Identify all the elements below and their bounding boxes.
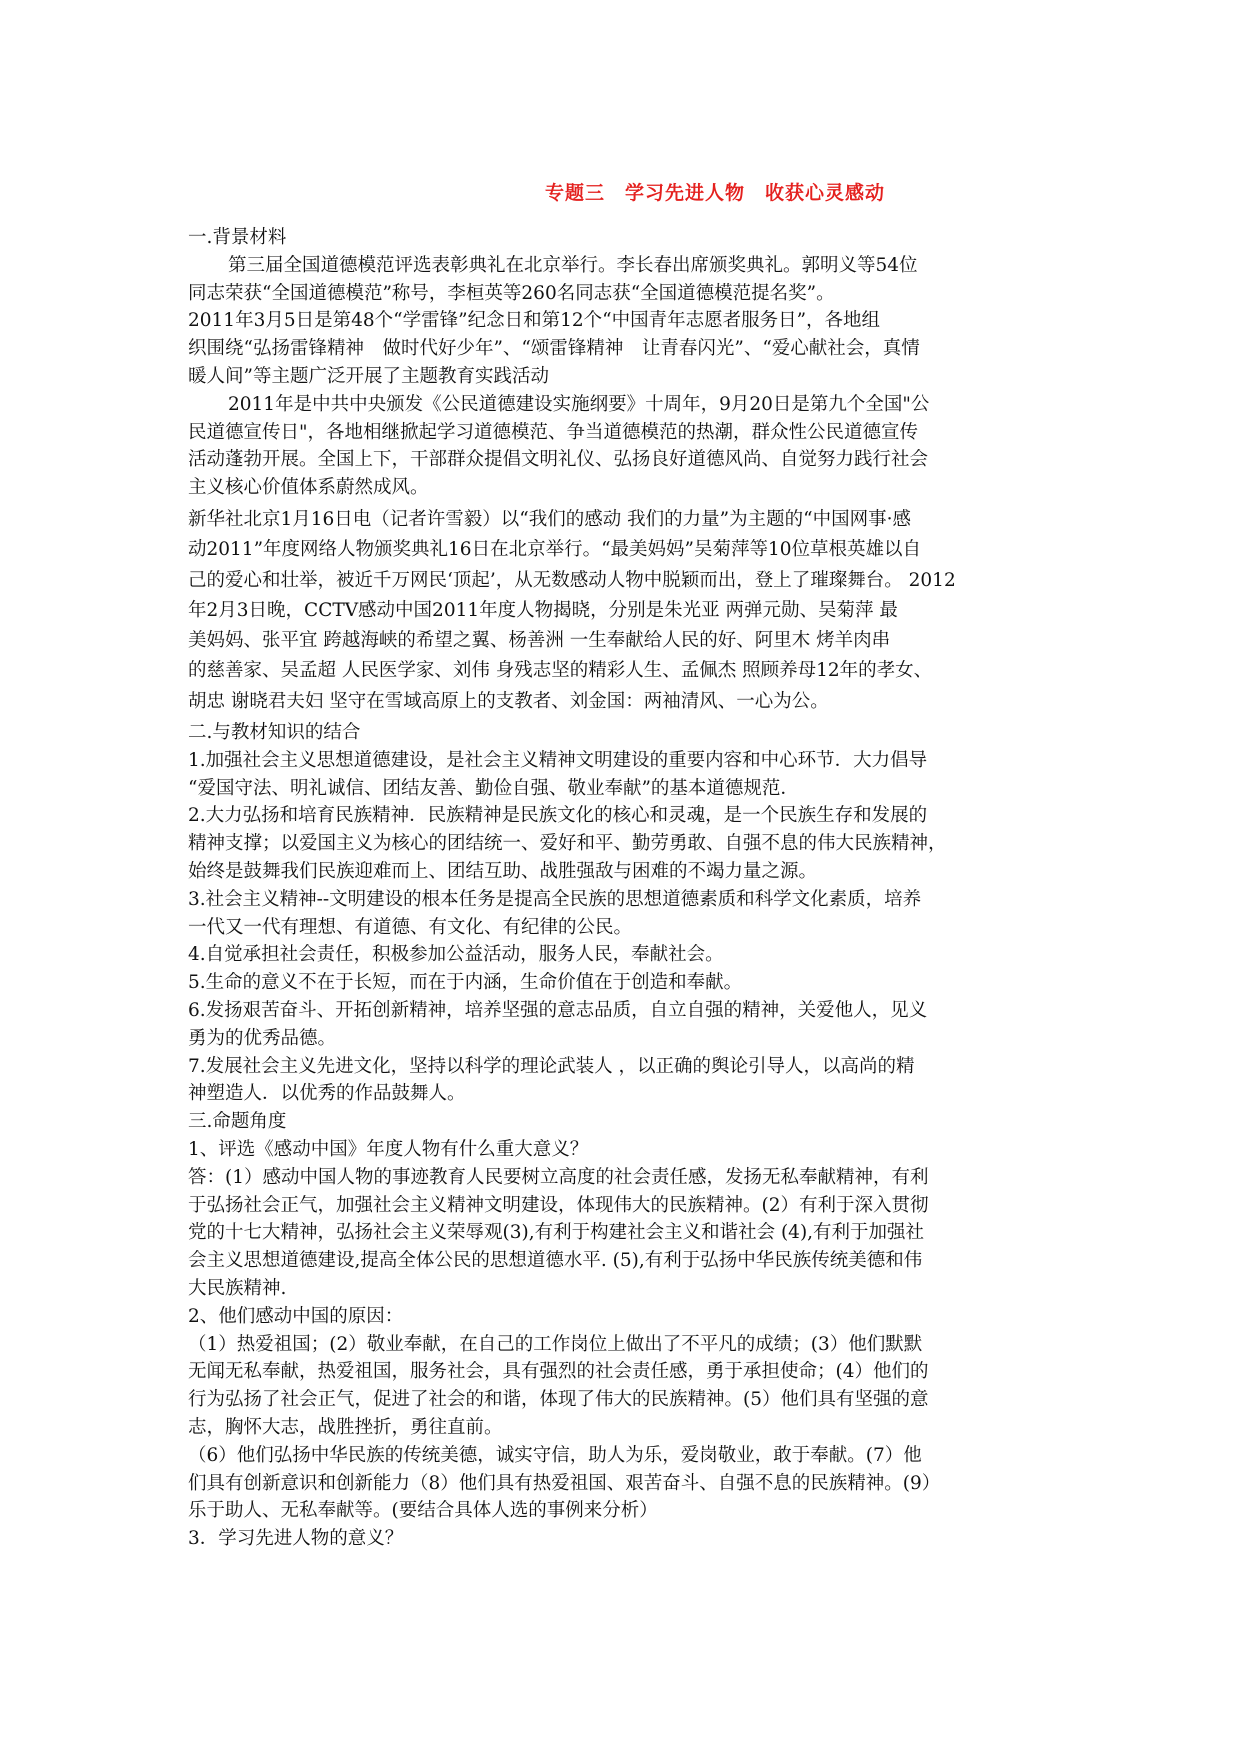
text-line: 3.社会主义精神--文明建设的根本任务是提高全民族的思想道德素质和科学文化素质，培养	[188, 888, 922, 910]
document-body	[188, 224, 1068, 1553]
text-line: 同志荣获“全国道德模范”称号，李桓英等260名同志获“全国道德模范提名奖”。	[188, 282, 835, 304]
section-heading-textbook: 二.与教材知识的结合	[188, 722, 361, 744]
text-line: 行为弘扬了社会正气，促进了社会的和谐，体现了伟大的民族精神。(5）他们具有坚强的意	[188, 1389, 929, 1411]
text-line: 民道德宣传日"，各地相继掀起学习道德模范、争当道德模范的热潮，群众性公民道德宣传	[188, 421, 919, 443]
text-line: 暖人间”等主题广泛开展了主题教育实践活动	[188, 365, 549, 387]
text-line: 活动蓬勃开展。全国上下，干部群众提倡文明礼仪、弘扬良好道德风尚、自觉努力践行社会	[188, 449, 929, 471]
text-line: 精神支撑；以爱国主义为核心的团结统一、爱好和平、勤劳勇敢、自强不息的伟大民族精神，	[188, 833, 947, 855]
text-line: “爱国守法、明礼诚信、团结友善、勤俭自强、敬业奉献”的基本道德规范．	[188, 777, 799, 799]
text-line: 于弘扬社会正气，加强社会主义精神文明建设，体现伟大的民族精神。(2）有利于深入贯彻	[188, 1194, 929, 1216]
text-line: 大民族精神.	[188, 1277, 287, 1299]
text-line: 美妈妈、张平宜 跨越海峡的希望之翼、杨善洲 一生奉献给人民的好、阿里木 烤羊肉串	[188, 630, 891, 652]
paragraph-touching-china	[188, 505, 1068, 717]
text-line: 神塑造人．以优秀的作品鼓舞人。	[188, 1083, 466, 1105]
text-line: 动2011”年度网络人物颁奖典礼16日在北京举行。“最美妈妈”吴菊萍等10位草根英雄以自	[188, 539, 922, 561]
textbook-points	[188, 747, 1068, 1108]
paragraph-award-ceremony	[188, 252, 1068, 308]
text-line: 己的爱心和壮举，被近千万网民‘顶起’，从无数感动人物中脱颖而出，登上了璀璨舞台。 2012	[188, 569, 956, 591]
text-line: 勇为的优秀品德。	[188, 1027, 337, 1049]
text-line: （6）他们弘扬中华民族的传统美德，诚实守信，助人为乐，爱岗敬业，敢于奉献。(7）他	[188, 1444, 922, 1466]
text-line: 们具有创新意识和创新能力（8）他们具有热爱祖国、艰苦奋斗、自强不息的民族精神。(9）	[188, 1472, 941, 1494]
paragraph-lei-feng	[188, 307, 1068, 390]
text-line: 第三届全国道德模范评选表彰典礼在北京举行。李长春出席颁奖典礼。郭明义等54位	[228, 254, 918, 276]
text-line: 无闻无私奉献，热爱祖国，服务社会，具有强烈的社会责任感，勇于承担使命；(4）他们的	[188, 1361, 929, 1383]
section-heading-question-angles: 三.命题角度	[188, 1111, 287, 1133]
text-line: 年2月3日晚，CCTV感动中国2011年度人物揭晓，分别是朱光亚 两弹元勋、吴菊萍 最	[188, 599, 898, 621]
text-line: 织围绕“弘扬雷锋精神 做时代好少年”、“颂雷锋精神 让青春闪光”、“爱心献社会，真情	[188, 338, 920, 360]
question-angles	[188, 1136, 1068, 1553]
page-title: 专题三 学习先进人物 收获心灵感动	[544, 182, 885, 204]
text-line: 的慈善家、吴孟超 人民医学家、刘伟 身残志坚的精彩人生、孟佩杰 照顾养母12年的孝女、	[188, 660, 933, 682]
text-line: 胡忠 谢晓君夫妇 坚守在雪域高原上的支教者、刘金国：两袖清风、一心为公。	[188, 690, 829, 712]
text-line: 5.生命的意义不在于长短，而在于内涵，生命价值在于创造和奉献。	[188, 972, 743, 994]
text-line: （1）热爱祖国；(2）敬业奉献，在自己的工作岗位上做出了不平凡的成绩；(3）他们默默	[188, 1333, 923, 1355]
text-line: 3．学习先进人物的意义？	[188, 1528, 404, 1550]
text-line: 新华社北京1月16日电（记者许雪毅）以“我们的感动 我们的力量”为主题的“中国网事·感	[188, 508, 911, 530]
text-line: 一代又一代有理想、有道德、有文化、有纪律的公民。	[188, 916, 633, 938]
text-line: 党的十七大精神，弘扬社会主义荣辱观(3),有利于构建社会主义和谐社会 (4),有利于加强社	[188, 1222, 925, 1244]
text-line: 6.发扬艰苦奋斗、开拓创新精神，培养坚强的意志品质，自立自强的精神，关爱他人，见义	[188, 1000, 928, 1022]
text-line: 7.发展社会主义先进文化，坚持以科学的理论武装人 ，以正确的舆论引导人，以高尚的精	[188, 1055, 915, 1077]
text-line: 1、评选《感动中国》年度人物有什么重大意义？	[188, 1139, 589, 1160]
text-line: 2.大力弘扬和培育民族精神．民族精神是民族文化的核心和灵魂，是一个民族生存和发展的	[188, 805, 928, 827]
text-line: 志，胸怀大志，战胜挫折，勇往直前。	[188, 1416, 503, 1438]
text-line: 2011年3月5日是第48个“学雷锋”纪念日和第12个“中国青年志愿者服务日”，各地组	[188, 310, 881, 332]
text-line: 始终是鼓舞我们民族迎难而上、团结互助、战胜强敌与困难的不竭力量之源。	[188, 861, 818, 883]
paragraph-moral-outline	[188, 391, 1068, 502]
text-line: 4.自觉承担社会责任，积极参加公益活动，服务人民，奉献社会。	[188, 944, 724, 966]
text-line: 乐于助人、无私奉献等。(要结合具体人选的事例来分析）	[188, 1500, 658, 1522]
text-line: 1.加强社会主义思想道德建设，是社会主义精神文明建设的重要内容和中心环节．大力倡导	[188, 749, 928, 771]
text-line: 会主义思想道德建设,提高全体公民的思想道德水平. (5),有利于弘扬中华民族传统美德和伟	[188, 1250, 923, 1272]
text-line: 主义核心价值体系蔚然成风。	[188, 477, 429, 499]
text-line: 答：(1）感动中国人物的事迹教育人民要树立高度的社会责任感，发扬无私奉献精神，有利	[188, 1166, 929, 1188]
section-heading-background: 一.背景材料	[188, 227, 287, 248]
text-line: 2、他们感动中国的原因：	[188, 1305, 404, 1327]
text-line: 2011年是中共中央颁发《公民道德建设实施纲要》十周年，9月20日是第九个全国"公	[228, 393, 930, 415]
